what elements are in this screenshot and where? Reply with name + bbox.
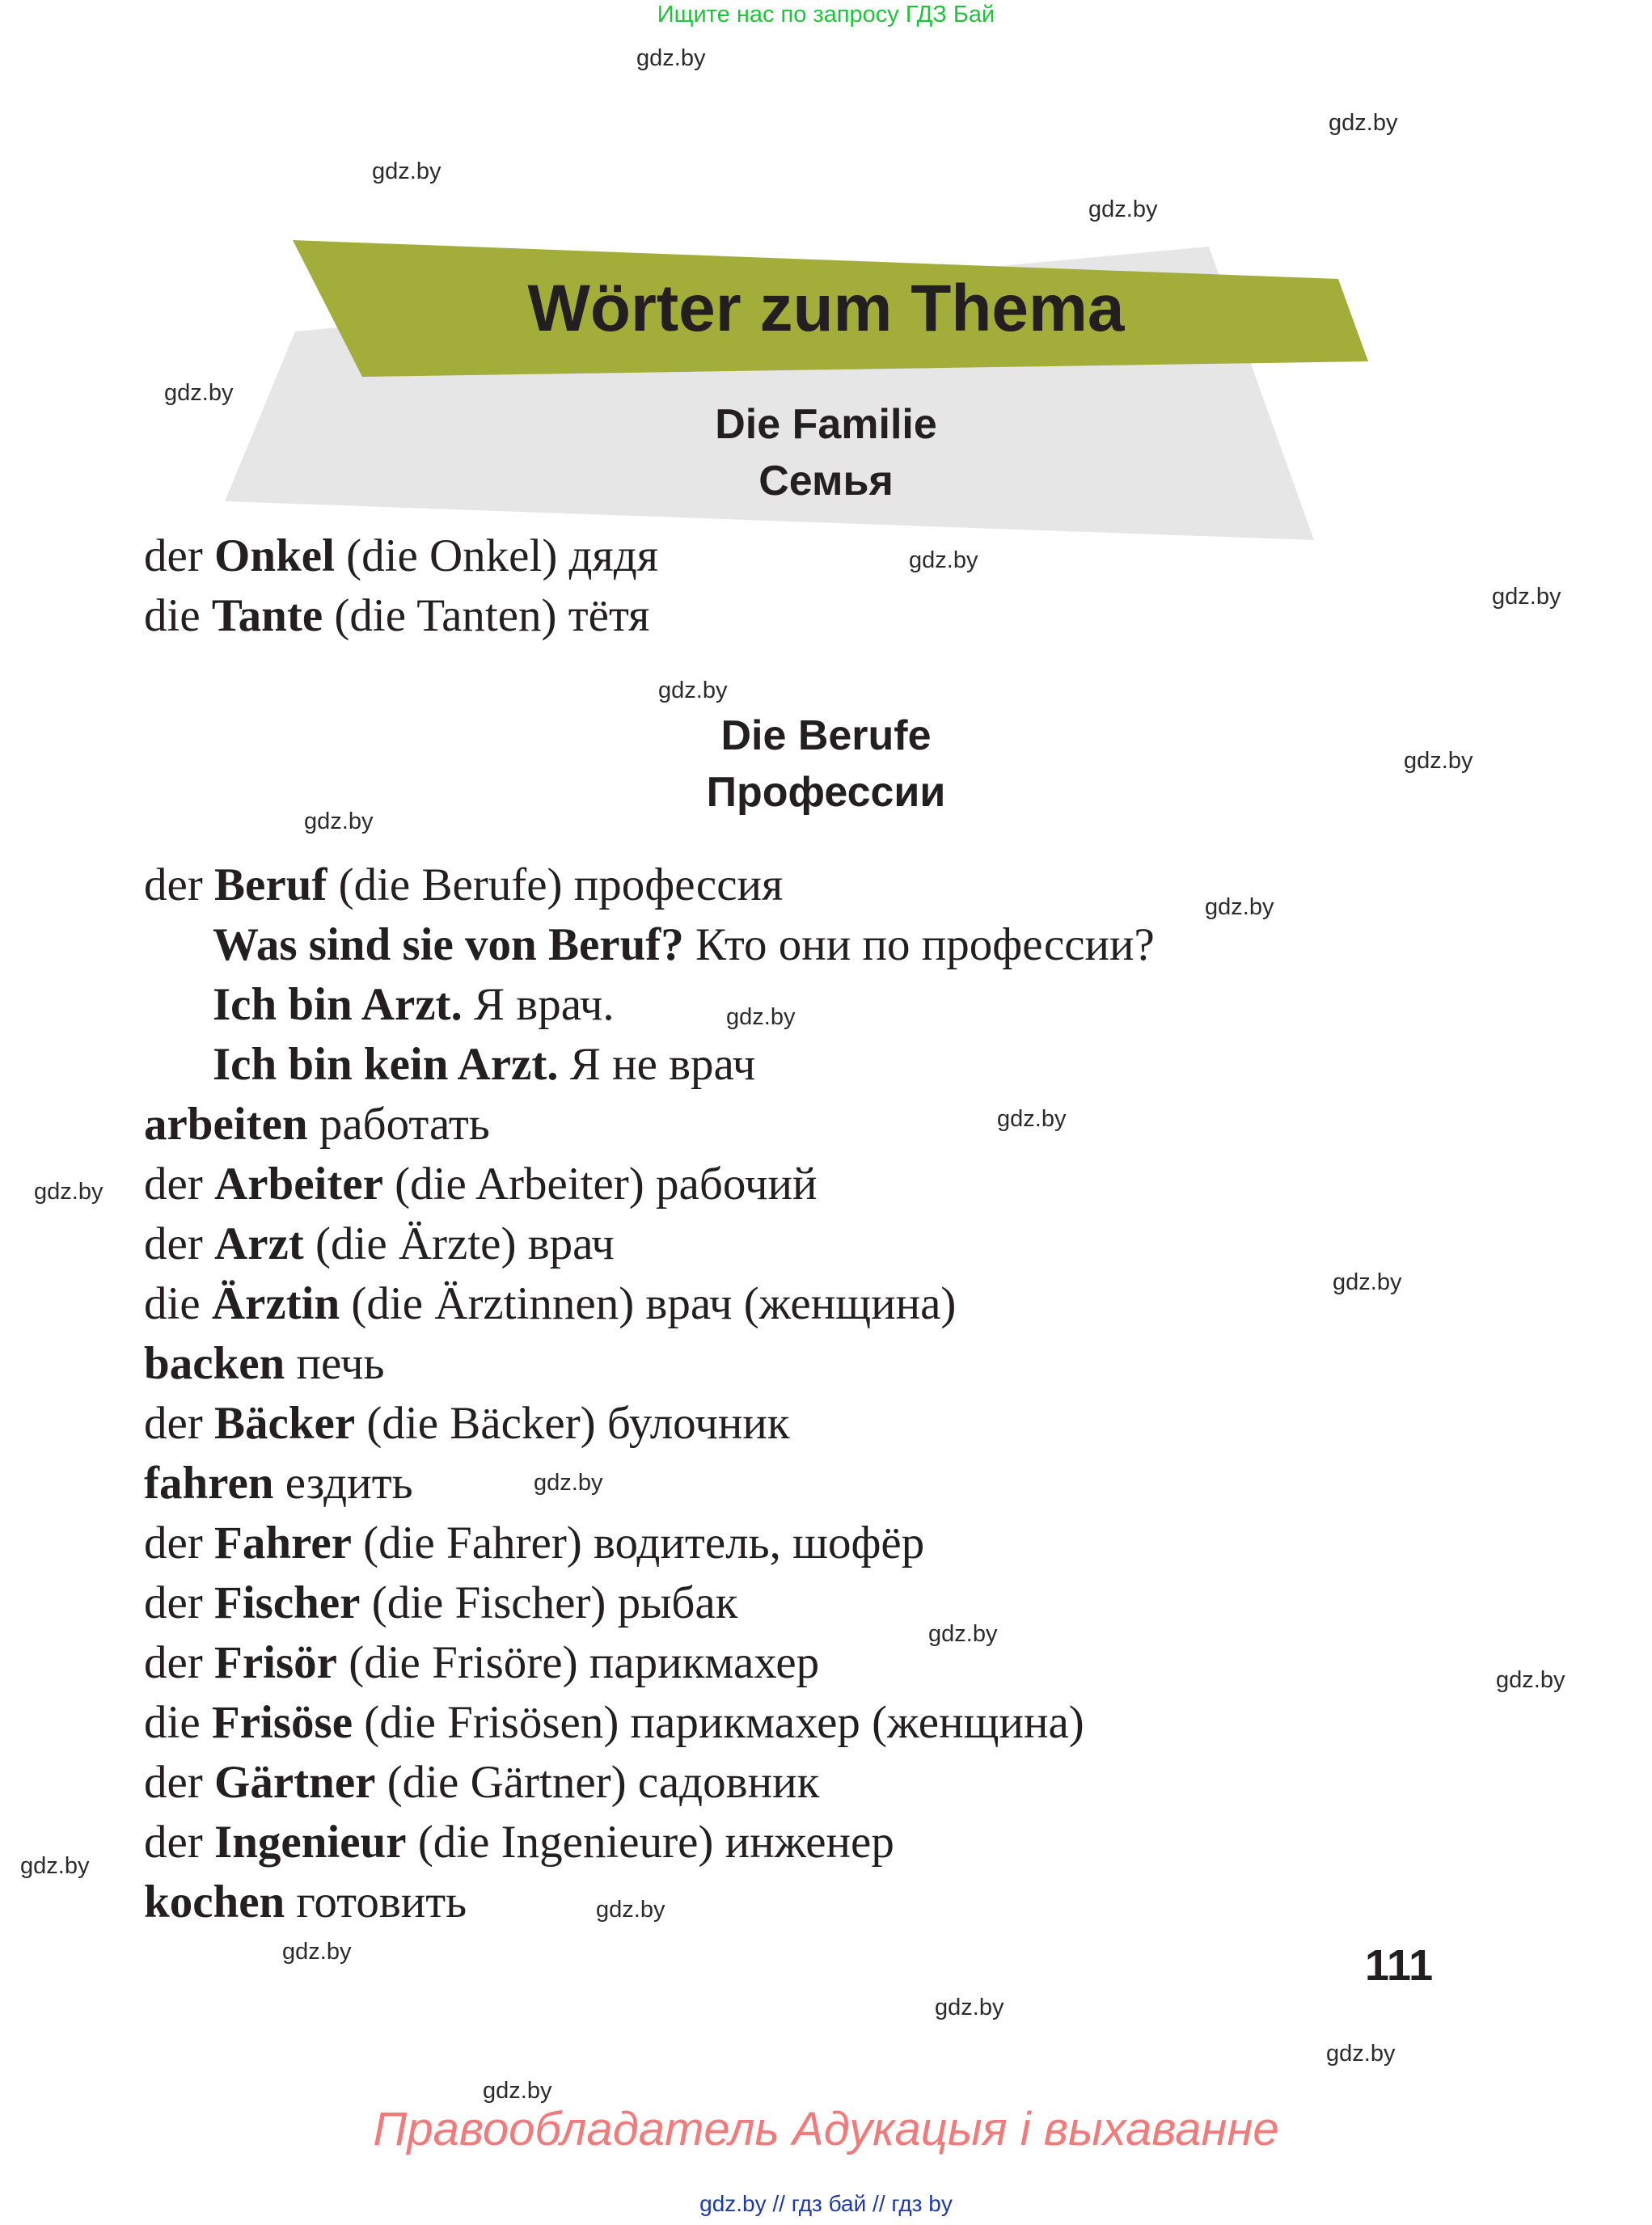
vocab-entry: der Ingenieur (die Ingenieure) инженер xyxy=(144,1817,894,1868)
watermark: gdz.by xyxy=(658,678,728,703)
watermark: gdz.by xyxy=(596,1897,665,1923)
section-heading-de: Die Berufe xyxy=(720,712,932,759)
watermark: gdz.by xyxy=(928,1621,998,1647)
vocab-entry: die Ärztin (die Ärztinnen) врач (женщина) xyxy=(144,1278,957,1329)
vocab-entry: arbeiten работать xyxy=(144,1099,490,1150)
vocab-entry: kochen готовить xyxy=(144,1877,467,1927)
vocab-entry: der Onkel (die Onkel) дядя xyxy=(144,530,658,581)
watermark: gdz.by xyxy=(1492,584,1561,610)
vocab-entry: der Fischer (die Fischer) рыбак xyxy=(144,1577,738,1628)
vocab-entry: der Arbeiter (die Arbeiter) рабочий xyxy=(144,1159,818,1210)
watermark: gdz.by xyxy=(1326,2041,1396,2067)
watermark: gdz.by xyxy=(164,380,234,406)
vocab-entry: der Bäcker (die Bäcker) булочник xyxy=(144,1398,790,1449)
rights-holder-notice: Правообладатель Адукацыя і выхаванне xyxy=(373,2103,1279,2155)
section-heading-family xyxy=(0,396,1652,509)
watermark: gdz.by xyxy=(20,1853,90,1879)
vocab-entry: fahren ездить xyxy=(144,1458,413,1509)
page-title: Wörter zum Thema xyxy=(527,272,1125,345)
vocab-entry: die Tante (die Tanten) тётя xyxy=(144,590,650,641)
search-hint: Ищите нас по запросу ГДЗ Бай xyxy=(657,2,995,27)
watermark: gdz.by xyxy=(997,1106,1067,1132)
example-sentence: Was sind sie von Beruf? Кто они по профессии? xyxy=(213,919,1155,970)
watermark: gdz.by xyxy=(636,45,706,71)
vocab-entry: backen печь xyxy=(144,1338,385,1389)
vocab-entry: der Frisör (die Frisöre) парикмахер xyxy=(144,1637,820,1688)
example-sentence: Ich bin Arzt. Я врач. xyxy=(213,979,615,1030)
watermark: gdz.by xyxy=(1088,196,1158,222)
watermark: gdz.by xyxy=(1329,110,1398,136)
section-heading-ru: Профессии xyxy=(706,769,946,816)
vocab-entry: der Beruf (die Berufe) профессия xyxy=(144,859,784,910)
footer-links[interactable]: gdz.by // гдз бай // гдз by xyxy=(699,2191,953,2216)
watermark: gdz.by xyxy=(935,1995,1004,2020)
example-sentence: Ich bin kein Arzt. Я не врач xyxy=(213,1039,756,1090)
watermark: gdz.by xyxy=(34,1179,104,1205)
vocab-entry: der Fahrer (die Fahrer) водитель, шофёр xyxy=(144,1518,925,1568)
watermark: gdz.by xyxy=(534,1470,603,1496)
vocab-entry: der Gärtner (die Gärtner) садовник xyxy=(144,1757,820,1808)
section-heading-ru: Семья xyxy=(758,458,894,505)
watermark: gdz.by xyxy=(304,809,374,834)
watermark: gdz.by xyxy=(909,547,978,573)
watermark: gdz.by xyxy=(372,158,442,184)
watermark: gdz.by xyxy=(726,1004,796,1030)
vocab-entry: die Frisöse (die Frisösen) парикмахер (женщина) xyxy=(144,1697,1084,1748)
vocab-entry: der Arzt (die Ärzte) врач xyxy=(144,1218,615,1269)
watermark: gdz.by xyxy=(1404,748,1473,774)
page-number: 111 xyxy=(1365,1941,1434,1990)
watermark: gdz.by xyxy=(1205,894,1274,920)
section-heading-de: Die Familie xyxy=(715,401,937,448)
watermark: gdz.by xyxy=(1496,1667,1565,1693)
watermark: gdz.by xyxy=(282,1939,352,1965)
watermark: gdz.by xyxy=(1333,1269,1402,1295)
watermark: gdz.by xyxy=(483,2078,552,2104)
